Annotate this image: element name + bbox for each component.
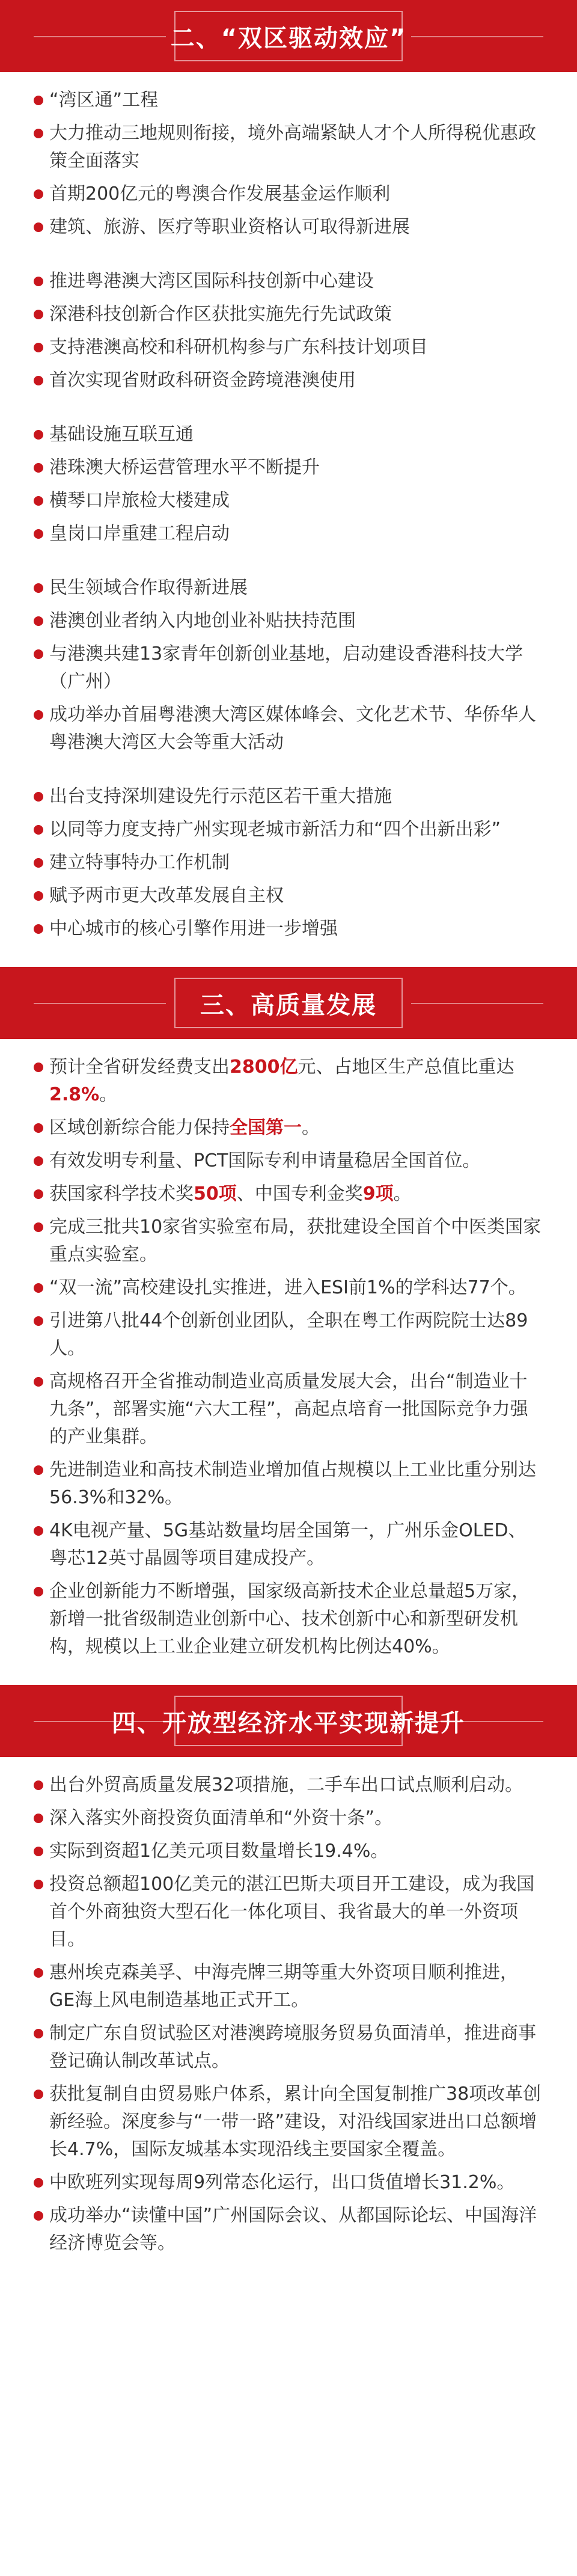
item-text: 实际到资超1亿美元项目数量增长19.4%。 xyxy=(49,1841,389,1862)
list-item xyxy=(34,120,543,175)
text-segment: 。 xyxy=(393,1183,412,1204)
item-group xyxy=(34,421,543,548)
bullet-icon xyxy=(34,649,43,659)
bullet-icon xyxy=(34,1283,43,1293)
bullet-icon xyxy=(34,2090,43,2099)
list-item xyxy=(34,1114,543,1142)
item-text: 以同等力度支持广州实现老城市新活力和“四个出新出彩” xyxy=(49,819,501,840)
section-title: 四、开放型经济水平实现新提升 xyxy=(112,1709,465,1737)
bullet-icon xyxy=(34,858,43,868)
highlight-text: 50项 xyxy=(194,1183,237,1204)
text-segment: 、中国专利金奖 xyxy=(236,1183,363,1204)
bullet-icon xyxy=(34,376,43,385)
bullet-icon xyxy=(34,222,43,232)
bullet-icon xyxy=(34,189,43,199)
bullet-icon xyxy=(34,1880,43,1889)
list-item xyxy=(34,2202,543,2257)
highlight-text: 9项 xyxy=(362,1183,394,1204)
bullet-icon xyxy=(34,792,43,802)
text-segment: 高规格召开全省推动制造业高质量发展大会，出台“制造业十九条”，部署实施“六大工程”，高起点培育一批国际竞争力强的产业集群。 xyxy=(49,1371,528,1447)
item-text: 建筑、旅游、医疗等职业资格认可取得新进展 xyxy=(49,216,410,238)
item-group xyxy=(34,783,543,943)
item-text: 深港科技创新合作区获批实施先行先试政策 xyxy=(49,304,392,325)
list-item xyxy=(34,1147,543,1175)
list-item xyxy=(34,1456,543,1512)
text-segment: 预计全省研发经费支出 xyxy=(49,1056,230,1078)
section-dual-zone xyxy=(0,0,577,967)
list-item xyxy=(34,268,543,295)
section-high-quality xyxy=(0,967,577,1685)
bullet-icon xyxy=(34,1316,43,1326)
item-text: 建立特事特办工作机制 xyxy=(49,852,230,873)
text-segment: 有效发明专利量、PCT国际专利申请量稳居全国首位。 xyxy=(49,1150,481,1171)
item-text: 获批复制自由贸易账户体系，累计向全国复制推广38项改革创新经验。深度参与“一带一路”建设，对沿线国家进出口总额增长4.7%，国际友城基本实现沿线主要国家全覆盖。 xyxy=(49,2084,542,2160)
text-segment: 元、占地区生产总值比重达 xyxy=(298,1056,514,1078)
item-text xyxy=(49,1180,543,1208)
list-item xyxy=(34,1517,543,1572)
bullet-icon xyxy=(34,496,43,506)
list-item xyxy=(34,915,543,943)
item-text: 制定广东自贸试验区对港澳跨境服务贸易负面清单，推进商事登记确认制改革试点。 xyxy=(49,2023,536,2072)
list-item xyxy=(34,1959,543,2014)
item-text xyxy=(49,1456,543,1512)
list-item xyxy=(34,783,543,811)
text-segment: 完成三批共10家省实验室布局，获批建设全国首个中医类国家重点实验室。 xyxy=(49,1216,542,1265)
list-item xyxy=(34,1307,543,1363)
list-item xyxy=(34,2081,543,2164)
item-text: 民生领域合作取得新进展 xyxy=(49,577,248,598)
text-segment: 4K电视产量、5G基站数量均居全国第一，广州乐金OLED、粤芯12英寸晶圆等项目建成投产。 xyxy=(49,1520,527,1569)
item-text: 出台外贸高质量发展32项措施，二手车出口试点顺利启动。 xyxy=(49,1774,524,1796)
list-item xyxy=(34,1871,543,1954)
item-text: 横琴口岸旅检大楼建成 xyxy=(49,490,230,511)
section-banner xyxy=(0,1685,577,1757)
item-text: 出台支持深圳建设先行示范区若干重大措施 xyxy=(49,786,392,807)
list-item xyxy=(34,2169,543,2197)
list-item xyxy=(34,487,543,515)
item-text: 首次实现省财政科研资金跨境港澳使用 xyxy=(49,370,356,391)
list-item xyxy=(34,1805,543,1832)
section-title: 三、高质量发展 xyxy=(200,991,377,1019)
list-item xyxy=(34,2020,543,2075)
bullet-icon xyxy=(34,1847,43,1856)
item-text: 与港澳共建13家青年创新创业基地，启动建设香港科技大学（广州） xyxy=(49,643,524,692)
bullet-icon xyxy=(34,710,43,720)
item-text: 支持港澳高校和科研机构参与广东科技计划项目 xyxy=(49,337,428,358)
list-item xyxy=(34,1213,543,1269)
bullet-icon xyxy=(34,1156,43,1166)
item-text: 中欧班列实现每周9列常态化运行，出口货值增长31.2%。 xyxy=(49,2172,515,2193)
item-text: 基础设施互联互通 xyxy=(49,424,194,445)
bullet-icon xyxy=(34,616,43,626)
item-text xyxy=(49,1053,543,1109)
item-text: 成功举办首届粤港澳大湾区媒体峰会、文化艺术节、华侨华人粤港澳大湾区大会等重大活动 xyxy=(49,704,536,753)
bullet-icon xyxy=(34,430,43,440)
bullet-icon xyxy=(34,2211,43,2221)
item-text xyxy=(49,1578,543,1661)
list-item xyxy=(34,640,543,696)
text-segment: 。 xyxy=(99,1084,118,1105)
list-item xyxy=(34,180,543,208)
list-item xyxy=(34,701,543,756)
item-text: 首期200亿元的粤澳合作发展基金运作顺利 xyxy=(49,183,391,204)
bullet-icon xyxy=(34,1587,43,1596)
bullet-icon xyxy=(34,1377,43,1387)
section-title: 二、“双区驱动效应” xyxy=(170,24,407,52)
item-group xyxy=(34,1053,543,1661)
bullet-icon xyxy=(34,529,43,539)
highlight-text: 2800亿 xyxy=(230,1056,298,1078)
item-group xyxy=(34,87,543,241)
highlight-text: 全国第一 xyxy=(230,1117,302,1138)
list-item xyxy=(34,574,543,602)
item-text: 赋予两市更大改革发展自主权 xyxy=(49,885,284,906)
bullet-icon xyxy=(34,277,43,286)
item-text xyxy=(49,1213,543,1269)
item-text xyxy=(49,1274,543,1302)
bullet-icon xyxy=(34,1063,43,1072)
list-item xyxy=(34,334,543,361)
bullet-icon xyxy=(34,1814,43,1823)
item-text: 中心城市的核心引擎作用进一步增强 xyxy=(49,918,338,939)
item-text: 大力推动三地规则衔接，境外高端紧缺人才个人所得税优惠政策全面落实 xyxy=(49,123,536,171)
item-text xyxy=(49,1114,543,1142)
list-item xyxy=(34,1838,543,1865)
text-segment: 先进制造业和高技术制造业增加值占规模以上工业比重分别达56.3%和32%。 xyxy=(49,1459,536,1508)
item-group xyxy=(34,1771,543,2257)
text-segment: 企业创新能力不断增强，国家级高新技术企业总量超5万家，新增一批省级制造业创新中心、技术创新中心和新型研发机构，规模以上工业企业建立研发机构比例达40%。 xyxy=(49,1581,530,1657)
bullet-icon xyxy=(34,1968,43,1978)
item-text: 港澳创业者纳入内地创业补贴扶持范围 xyxy=(49,610,356,631)
bullet-icon xyxy=(34,1465,43,1475)
bullet-icon xyxy=(34,1123,43,1133)
section-banner xyxy=(0,0,577,72)
item-text: 成功举办“读懂中国”广州国际会议、从都国际论坛、中国海洋经济博览会等。 xyxy=(49,2205,537,2254)
list-item xyxy=(34,849,543,877)
item-group xyxy=(34,268,543,394)
list-item xyxy=(34,1771,543,1799)
bullet-icon xyxy=(34,129,43,138)
item-group xyxy=(34,574,543,756)
bullet-icon xyxy=(34,463,43,473)
item-text: 皇岗口岸重建工程启动 xyxy=(49,523,230,544)
bullet-icon xyxy=(34,2178,43,2188)
list-item xyxy=(34,87,543,114)
text-segment: 引进第八批44个创新创业团队，全职在粤工作两院院士达89人。 xyxy=(49,1310,528,1359)
bullet-icon xyxy=(34,891,43,901)
bullet-icon xyxy=(34,310,43,319)
list-item xyxy=(34,1274,543,1302)
item-text xyxy=(49,1147,543,1175)
bullet-icon xyxy=(34,343,43,352)
item-text xyxy=(49,1517,543,1572)
section-content xyxy=(0,1757,577,2281)
bullet-icon xyxy=(34,825,43,835)
item-text xyxy=(49,1307,543,1363)
item-text xyxy=(49,1368,543,1451)
list-item xyxy=(34,1368,543,1451)
item-text: “湾区通”工程 xyxy=(49,90,159,111)
text-segment: 获国家科学技术奖 xyxy=(49,1183,194,1204)
list-item xyxy=(34,421,543,449)
bullet-icon xyxy=(34,2029,43,2038)
bullet-icon xyxy=(34,96,43,105)
item-text: 投资总额超100亿美元的湛江巴斯夫项目开工建设，成为我国首个外商独资大型石化一体化项目、我省最大的单一外资项目。 xyxy=(49,1874,535,1950)
section-content xyxy=(0,1039,577,1685)
list-item xyxy=(34,1053,543,1109)
text-segment: 区域创新综合能力保持 xyxy=(49,1117,230,1138)
bullet-icon xyxy=(34,583,43,593)
list-item xyxy=(34,213,543,241)
list-item xyxy=(34,882,543,910)
item-text: 深入落实外商投资负面清单和“外资十条”。 xyxy=(49,1808,393,1829)
list-item xyxy=(34,1180,543,1208)
text-segment: 。 xyxy=(302,1117,320,1138)
bullet-icon xyxy=(34,1222,43,1232)
item-text: 港珠澳大桥运营管理水平不断提升 xyxy=(49,457,320,478)
section-content xyxy=(0,72,577,967)
highlight-text: 2.8% xyxy=(49,1084,100,1105)
list-item xyxy=(34,301,543,328)
section-open-economy xyxy=(0,1685,577,2281)
list-item xyxy=(34,367,543,394)
bullet-icon xyxy=(34,1189,43,1199)
text-segment: “双一流”高校建设扎实推进，进入ESI前1%的学科达77个。 xyxy=(49,1277,527,1298)
list-item xyxy=(34,607,543,635)
list-item xyxy=(34,816,543,844)
list-item xyxy=(34,454,543,482)
bullet-icon xyxy=(34,1526,43,1536)
item-text: 推进粤港澳大湾区国际科技创新中心建设 xyxy=(49,271,374,292)
bullet-icon xyxy=(34,1780,43,1790)
bullet-icon xyxy=(34,924,43,934)
list-item xyxy=(34,520,543,548)
section-banner xyxy=(0,967,577,1039)
list-item xyxy=(34,1578,543,1661)
item-text: 惠州埃克森美孚、中海壳牌三期等重大外资项目顺利推进，GE海上风电制造基地正式开工。 xyxy=(49,1962,518,2011)
